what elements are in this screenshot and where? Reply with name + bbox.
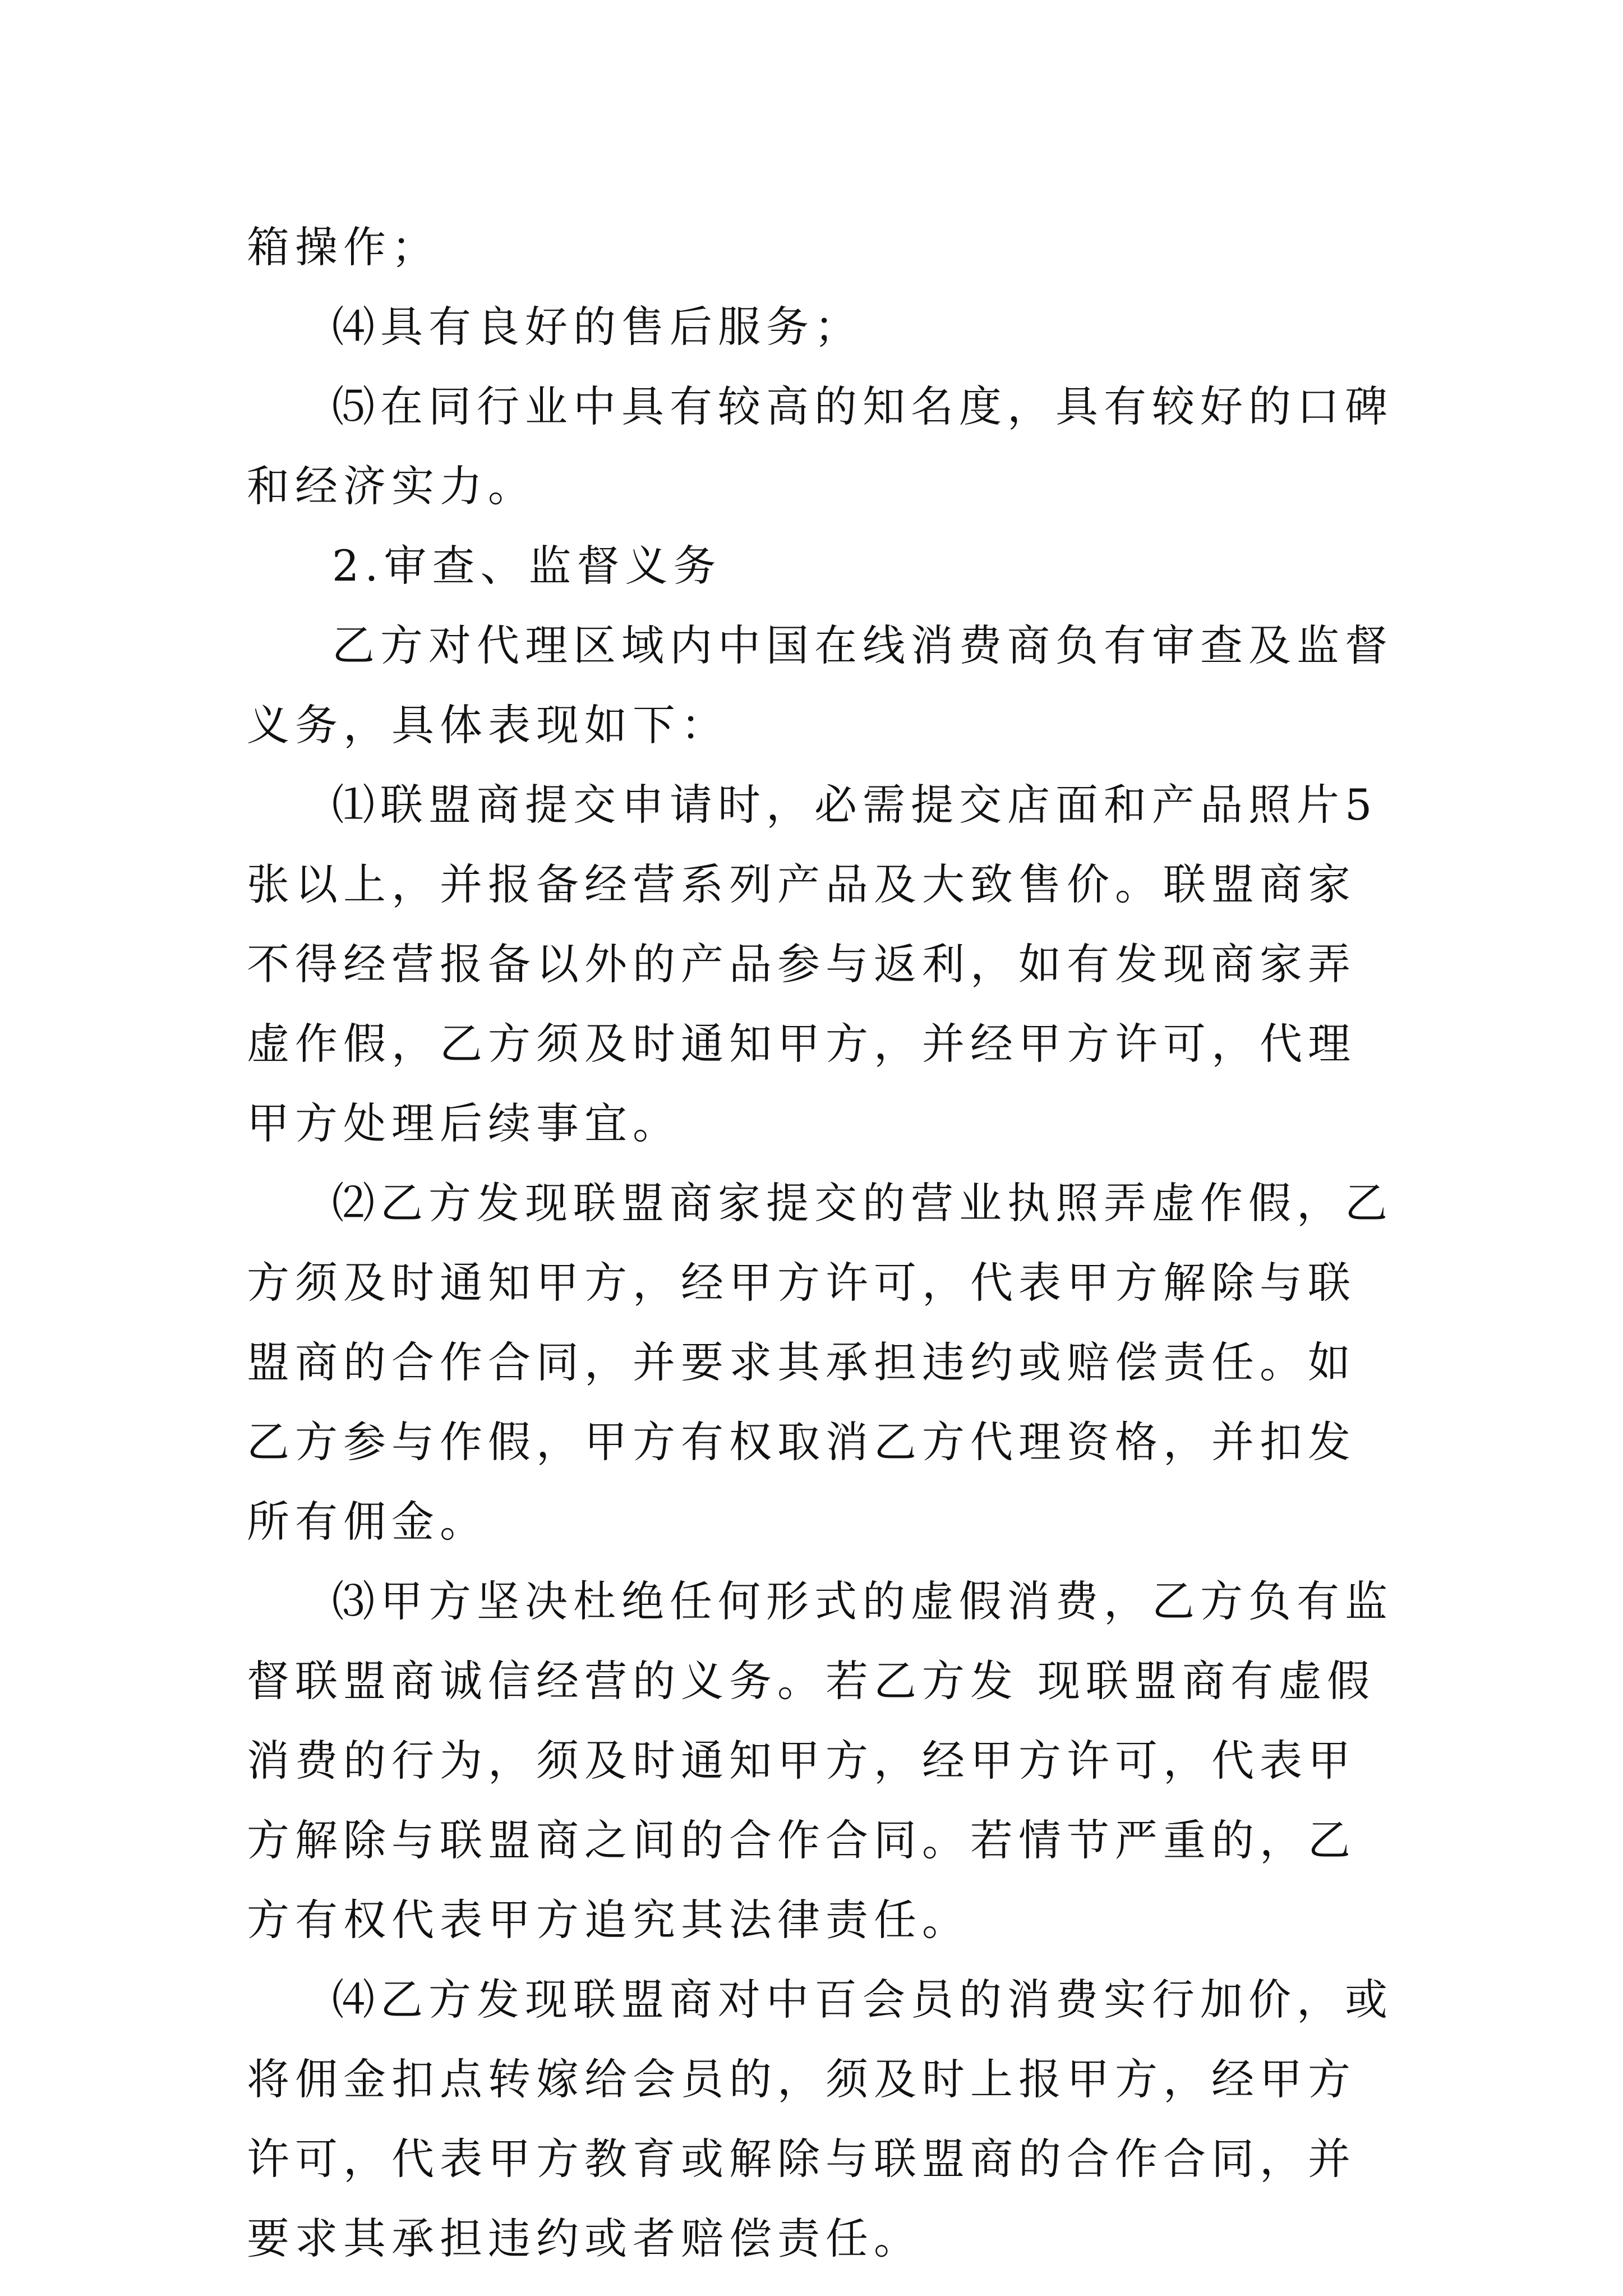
paragraph-obligation-3: ⑶甲方坚决杜绝任何形式的虚假消费，乙方负有监督联盟商诚信经营的义务。若乙方发 现联盟商有虚假消费的行为，须及时通知甲方，经甲方许可，代表甲方解除与联盟商之间的合作合同。若情节严重的，乙方有权代表甲方追究其法律责任。 (247, 1576, 1393, 1945)
paragraph-intro: 乙方对代理区域内中国在线消费商负有审查及监督义务，具体表现如下： (247, 620, 1393, 750)
paragraph-obligation-4: ⑷乙方发现联盟商对中百会员的消费实行加价，或将佣金扣点转嫁给会员的，须及时上报甲方，经甲方许可，代表甲方教育或解除与联盟商的合作合同，并要求其承担违约或者赔偿责任。 (247, 1975, 1393, 2263)
paragraph-obligation-2: ⑵乙方发现联盟商家提交的营业执照弄虚作假，乙方须及时通知甲方，经甲方许可，代表甲方解除与联盟商的合作合同，并要求其承担违约或赔偿责任。如乙方参与作假，甲方有权取消乙方代理资格，并扣发所有佣金。 (247, 1178, 1393, 1547)
paragraph-item-5: ⑸在同行业中具有较高的知名度，具有较好的口碑和经济实力。 (247, 381, 1393, 511)
paragraph-obligation-1: ⑴联盟商提交申请时，必需提交店面和产品照片5张以上，并报备经营系列产品及大致售价。联盟商家不得经营报备以外的产品参与返利，如有发现商家弄虚作假，乙方须及时通知甲方，并经甲方许可，代理甲方处理后续事宜。 (247, 780, 1378, 1148)
paragraph-continuation: 箱操作； (247, 222, 440, 272)
document-body (247, 208, 1394, 2279)
section-heading: 2.审查、监督义务 (332, 541, 722, 591)
paragraph-item-4: ⑷具有良好的售后服务； (332, 302, 863, 352)
